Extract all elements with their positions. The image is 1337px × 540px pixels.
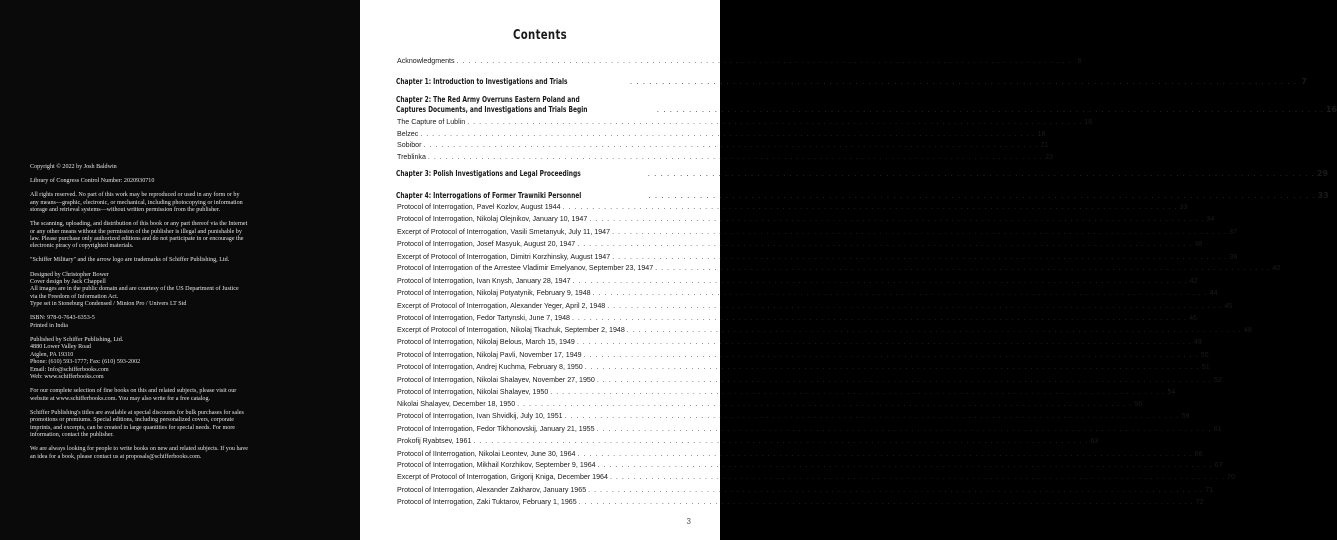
toc-entry-title: Protocol of Interrogation, Andrej Kuchma, February 8, 1950 <box>397 363 583 371</box>
toc-entry-title: Protocol of Interrogation, Fedor Tartynski, June 7, 1948 <box>397 314 570 322</box>
toc-chapter-entry <box>396 95 691 104</box>
toc-dot-leader <box>577 498 1196 506</box>
toc-dot-leader <box>595 376 1214 384</box>
toc-entry-page: 66 <box>1194 450 1203 458</box>
address-line: Web: www.schifferbooks.com <box>30 374 104 381</box>
toc-chapter-entry <box>396 77 1307 86</box>
toc-entry <box>396 326 1252 334</box>
credit-line: Designed by Christopher Bower <box>30 271 109 278</box>
toc-entry <box>396 376 1222 384</box>
toc-dot-leader <box>610 253 1229 261</box>
toc-dot-leader <box>595 425 1214 433</box>
toc-entry <box>396 363 1210 371</box>
toc-dot-leader <box>655 105 1326 114</box>
toc-dot-leader <box>548 388 1167 396</box>
toc-entry-page: 61 <box>1213 425 1222 433</box>
toc-dot-leader <box>646 169 1317 178</box>
toc-entry-title: Protocol of Interrogation, Fedor Tikhonovskij, January 21, 1955 <box>397 425 595 433</box>
toc-entry <box>396 141 1049 149</box>
toc-entry-page: 33 <box>1179 203 1188 211</box>
address-line: Email: Info@schifferbooks.com <box>30 366 109 373</box>
special-paragraph <box>30 410 294 440</box>
toc-entry <box>396 498 1204 506</box>
printed-in: Printed in India <box>30 322 68 329</box>
toc-entry-title: Protocol of Interrogation, Nikolai Shalayev, 1950 <box>397 388 549 396</box>
toc-chapter-entry <box>396 169 1328 178</box>
toc-entry <box>396 437 1099 445</box>
toc-dot-leader <box>653 264 1272 272</box>
toc-entry-page: 16 <box>1325 105 1337 114</box>
toc-entry-title: Excerpt of Protocol of Interrogation, Dimitri Korzhinsky, August 1947 <box>397 253 611 261</box>
toc-entry-title: Protocol of Interrogation of the Arrestee Vladimir Emelyanov, September 23, 1947 <box>397 264 654 272</box>
toc-entry <box>396 153 1053 161</box>
toc-entry <box>396 486 1214 494</box>
toc-entry-page: 59 <box>1181 412 1190 420</box>
toc-entry-page: 18 <box>1037 130 1046 138</box>
toc-entry-page: 56 <box>1134 400 1143 408</box>
toc-entry-page: 51 <box>1201 363 1210 371</box>
toc-entry-title: Excerpt of Protocol of Interrogation, Alexander Yeger, April 2, 1948 <box>397 302 606 310</box>
toc-entry-title: Protocol of Interrogation, Zaki Tuktarov, February 1, 1965 <box>397 498 577 506</box>
toc-entry <box>396 302 1233 310</box>
toc-entry-title: The Capture of Lublin <box>397 118 466 126</box>
toc-dot-leader <box>515 400 1134 408</box>
copyright-notice: Copyright © 2022 by Josh Baldwin <box>30 164 117 170</box>
lccn-line <box>30 178 294 185</box>
toc-entry-title: Protocol of IInterrogation, Nikolai Leontev, June 30, 1964 <box>397 450 576 458</box>
toc-dot-leader <box>582 351 1201 359</box>
toc-entry-title: Treblinka <box>397 153 426 161</box>
toc-entry-title: Protocol of Interrogation, Mikhail Korzhikov, September 9, 1964 <box>397 461 596 469</box>
isbn: ISBN: 978-0-7643-6353-5 <box>30 315 95 322</box>
toc-entry-title: Protocol of Interrogation, Nikolaj Belous, March 15, 1949 <box>397 338 575 346</box>
address-line: 4880 Lower Valley Road <box>30 344 91 351</box>
toc-entry <box>396 253 1238 261</box>
toc-entry-title: Protocol of Interrogation, Pavel Kozlov, August 1944 <box>397 203 561 211</box>
trademark-paragraph <box>30 257 294 264</box>
toc-dot-leader <box>563 412 1182 420</box>
lccn: Library of Congress Control Number: 2020930710 <box>30 178 155 185</box>
address-line: Phone: (610) 593-1777; Fax: (610) 593-2002 <box>30 359 141 366</box>
credit-line: All images are in the public domain and are courtesy of the US Department of Justice <box>30 286 239 293</box>
rights-line: All rights reserved. No part of this work may be reproduced or used in any form or by <box>30 192 240 199</box>
toc-entry-title: Belzec <box>397 130 419 138</box>
special-line: promotions or premiums. Special editions, including personalized covers, corporate <box>30 417 234 424</box>
toc-entry <box>396 289 1218 297</box>
toc-entry-page: 70 <box>1227 473 1235 481</box>
rights-line: storage and retrieval systems—without written permission from the publisher. <box>30 207 221 213</box>
toc-entry <box>396 277 1198 285</box>
toc-entry <box>396 203 1188 211</box>
toc-entry-title: Protocol of Interrogation, Nikolaj Pavli, November 17, 1949 <box>397 351 582 359</box>
toc-entry-title: Protocol of Interrogation, Alexander Zakharov, January 1965 <box>397 486 587 494</box>
rights-line: any means—graphic, electronic, or mechanical, including photocopying or information <box>30 199 243 206</box>
toc-dot-leader <box>418 130 1037 138</box>
toc-entry-page: 44 <box>1209 289 1218 297</box>
toc-entry-title: Chapter 4: Interrogations of Former Trawniki Personnel <box>396 191 582 200</box>
toc-dot-leader <box>596 461 1215 469</box>
address-line: Atglen, PA 19310 <box>30 351 74 358</box>
toc-entry <box>396 388 1176 396</box>
publisher-address <box>30 337 294 382</box>
toc-dot-leader <box>575 338 1194 346</box>
toc-entry-title: Nikolai Shalayev, December 18, 1950 <box>397 400 516 408</box>
contents-title: Contents <box>513 28 567 43</box>
toc-entry <box>396 130 1046 138</box>
toc-entry-page: 29 <box>1316 169 1328 178</box>
toc-dot-leader <box>471 437 1090 445</box>
toc-entry-page: 71 <box>1205 486 1214 494</box>
toc-dot-leader <box>576 450 1195 458</box>
toc-entry <box>396 473 1235 481</box>
toc-entry-page: 52 <box>1213 376 1222 384</box>
toc-entry <box>396 228 1238 236</box>
toc-dot-leader <box>465 118 1084 126</box>
toc-entry <box>396 264 1281 272</box>
toc-dot-leader <box>628 77 1299 86</box>
toc-entry <box>396 338 1202 346</box>
page-number: 3 <box>686 517 691 526</box>
toc-entry-title: Excerpt of Protocol of Interrogation, Nikolaj Tkachuk, September 2, 1948 <box>397 326 625 334</box>
credit-line: via the Freedom of Information Act. <box>30 293 119 300</box>
special-line: imprints, and excerpts, can be created in large quantities for special needs. For more <box>30 424 235 431</box>
copyright-line <box>30 164 294 171</box>
toc-dot-leader <box>561 203 1180 211</box>
toc-entry-page: 72 <box>1195 498 1204 506</box>
toc-entry-page: 33 <box>1317 191 1329 200</box>
address-line: Published by Schiffer Publishing, Ltd. <box>30 336 124 343</box>
catalog-paragraph <box>30 388 294 403</box>
toc-entry-title: Excerpt of Protocol of Interrogation, Grigorij Kniga, December 1964 <box>397 473 608 481</box>
toc-entry-title: Chapter 1: Introduction to Investigations and Trials <box>396 77 568 86</box>
rights-paragraph <box>30 192 294 214</box>
copyright-page <box>0 0 360 540</box>
toc-entry-page: 42 <box>1189 277 1198 285</box>
toc-entry <box>396 118 1093 126</box>
toc-entry-title: Protocol of Interrogation, Josef Masyuk, August 20, 1947 <box>397 240 576 248</box>
isbn-block <box>30 315 294 330</box>
toc-dot-leader <box>586 486 1205 494</box>
copyright-text-block <box>30 164 294 468</box>
scanning-paragraph <box>30 221 294 251</box>
toc-entry-title: Sobibor <box>397 141 422 149</box>
toc-entry <box>396 461 1223 469</box>
toc-entry-page: 48 <box>1243 326 1252 334</box>
toc-dot-leader <box>591 289 1210 297</box>
toc-entry <box>396 450 1203 458</box>
toc-dot-leader <box>570 314 1189 322</box>
toc-dot-leader <box>426 153 1045 161</box>
toc-entry-title: Protocol of Interrogation, Nikolaj Potyatynik, February 9, 1948 <box>397 289 591 297</box>
toc-entry-title: Acknowledgments <box>397 57 455 65</box>
toc-dot-leader <box>575 240 1194 248</box>
toc-entry-title: Protocol of Interrogation, Nikolai Shalayev, November 27, 1950 <box>397 376 595 384</box>
toc-dot-leader <box>625 326 1244 334</box>
toc-entry-page: 49 <box>1193 338 1202 346</box>
toc-entry-page: 21 <box>1040 141 1049 149</box>
toc-entry-page: 6 <box>1077 57 1082 65</box>
toc-entry-title: Prokofij Ryabtsev, 1961 <box>397 437 472 445</box>
toc-entry-title: Protocol of Interrogation, Ivan Knysh, January 28, 1947 <box>397 277 571 285</box>
toc-entry <box>396 400 1143 408</box>
special-line: information, contact the publisher. <box>30 432 114 439</box>
toc-dot-leader <box>455 57 1074 65</box>
toc-entry-title: Protocol of Interrogation, Nikolaj Olejnikov, January 10, 1947 <box>397 215 588 223</box>
toc-entry-page: 38 <box>1194 240 1203 248</box>
toc-entry-page: 50 <box>1200 351 1209 359</box>
authors-paragraph <box>30 446 294 461</box>
authors-line: an idea for a book, please contact us at proposals@schifferbooks.com. <box>30 453 202 460</box>
toc-entry <box>396 240 1203 248</box>
design-credits <box>30 272 294 309</box>
special-line: Schiffer Publishing's titles are available at special discounts for bulk purchases for sales <box>30 409 244 416</box>
toc-entry-page: 16 <box>1084 118 1093 126</box>
toc-entry-title: Captures Documents, and Investigations and Trials Begin <box>396 105 588 114</box>
authors-line: We are always looking for people to write books on new and related subjects. If you have <box>30 446 248 453</box>
toc-entry <box>396 351 1209 359</box>
scanning-line: electronic piracy of copyrighted materials. <box>30 243 134 250</box>
toc-entry-page: 40 <box>1272 264 1281 272</box>
toc-dot-leader <box>646 191 1317 200</box>
catalog-line: website at www.schifferbooks.com. You may also write for a free catalog. <box>30 395 211 402</box>
toc-entry <box>396 425 1222 433</box>
toc-entry-page: 46 <box>1189 314 1197 322</box>
toc-entry-title: Excerpt of Protocol of Interrogation, Vasili Smetanyuk, July 11, 1947 <box>397 228 611 236</box>
toc-entry-page: 67 <box>1214 461 1223 469</box>
toc-dot-leader <box>583 363 1202 371</box>
toc-dot-leader <box>571 277 1190 285</box>
contents-page <box>360 0 1337 540</box>
credit-line: Type set in Stoneburg Condensed / Minion Pro / Univers LT Std <box>30 301 187 308</box>
toc-entry-page: 37 <box>1229 228 1238 236</box>
toc-entry-page: 54 <box>1167 388 1176 396</box>
catalog-line: For our complete selection of fine books on this and related subjects, please visit our <box>30 388 237 395</box>
toc-dot-leader <box>608 473 1227 481</box>
toc-entry-page: 23 <box>1045 153 1053 161</box>
scanning-line: or any other means without the permission of the publisher is illegal and punishable by <box>30 228 242 235</box>
scanning-line: law. Please purchase only authorized editions and do not participate in or encourage the <box>30 235 244 242</box>
credit-line: Cover design by Jack Chappell <box>30 278 106 285</box>
toc-entry <box>396 57 1082 65</box>
toc-entry-title: Chapter 3: Polish Investigations and Legal Proceedings <box>396 169 581 178</box>
toc-entry-page: 45 <box>1224 302 1233 310</box>
scanning-line: The scanning, uploading, and distribution of this book or any part thereof via the Internet <box>30 221 248 228</box>
toc-chapter-entry <box>396 191 1329 200</box>
toc-entry <box>396 412 1190 420</box>
toc-entry-title: Protocol of Interrogation, Ivan Shvidkij, July 10, 1951 <box>397 412 563 420</box>
toc-entry-page: 39 <box>1229 253 1238 261</box>
toc-dot-leader <box>587 215 1206 223</box>
toc-entry-title: Chapter 2: The Red Army Overruns Eastern Poland and <box>396 95 580 104</box>
trademark-line: "Schiffer Military" and the arrow logo are trademarks of Schiffer Publishing, Ltd. <box>30 257 230 264</box>
toc-dot-leader <box>605 302 1224 310</box>
toc-dot-leader <box>610 228 1229 236</box>
toc-chapter-entry <box>396 105 1337 114</box>
toc-entry-page: 63 <box>1090 437 1099 445</box>
toc-entry <box>396 314 1197 322</box>
toc-dot-leader <box>421 141 1040 149</box>
toc-entry <box>396 215 1215 223</box>
toc-entry-page: 7 <box>1301 77 1307 86</box>
toc-entry-page: 34 <box>1206 215 1215 223</box>
